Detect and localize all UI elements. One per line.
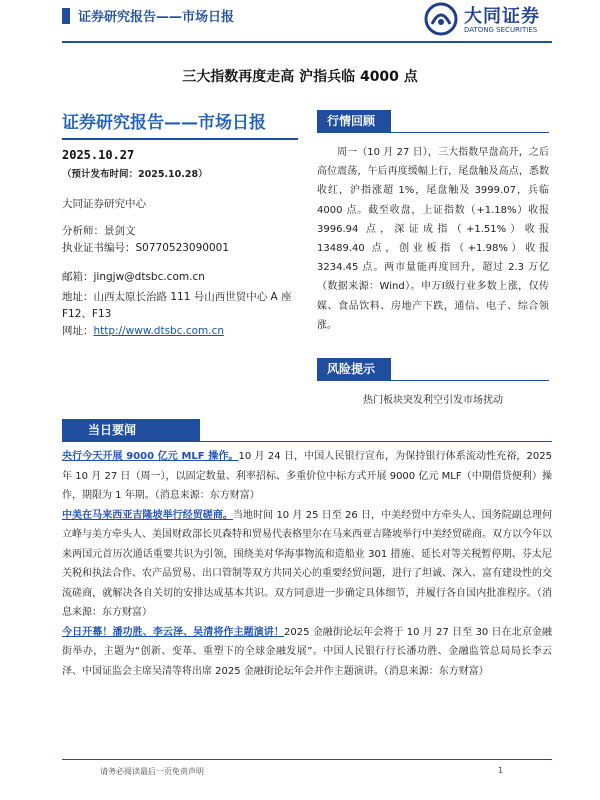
report-type-title: 证券研究报告——市场日报 xyxy=(62,113,266,133)
news-section-header xyxy=(62,419,552,442)
news-headline-link[interactable]: 中美在马来西亚吉隆坡举行经贸磋商。 xyxy=(62,509,233,521)
news-item xyxy=(62,506,552,623)
news-headline-link[interactable]: 央行今天开展 9000 亿元 MLF 操作。 xyxy=(62,451,239,462)
company-logo xyxy=(424,2,574,38)
news-list xyxy=(62,447,552,681)
license-number: 执业证书编号：S0770523090001 xyxy=(62,242,230,254)
logo-english-name: DATONG SECURITIES xyxy=(464,26,538,34)
report-headline: 三大指数再度走高 沪指兵临 4000 点 xyxy=(182,69,418,85)
website-label: 网址： xyxy=(62,325,94,337)
report-date: 2025.10.27 xyxy=(62,148,135,162)
header-divider xyxy=(62,41,552,43)
market-review-rule xyxy=(317,132,549,133)
publish-date: （预计发布时间：2025.10.28） xyxy=(62,169,208,180)
risk-panel xyxy=(317,358,549,406)
analyst-name: 分析师：景剑文 xyxy=(62,225,136,237)
report-info-panel xyxy=(62,108,298,340)
research-org: 大同证券研究中心 xyxy=(62,198,146,210)
market-review-text: 周一（10 月 27 日），三大指数早盘高开，之后高位震荡，午后再度缓幅上行，尾盘触及高点，悉数收红，沪指涨超 1%，尾盘触及 3999.07，兵临 4000 点。截至收盘，上证指数（+1.18%）收报 3996.94 点，深证成指（+1.51%）收报 13489.40 点，创业板指（+1.98%）收报 3234.45 点。两市量能再度回升，超过 2.3 万亿（数据来源：Wind）。申万Ⅰ级行业多数上涨，仅传媒、食品饮料、房地产下跌，通信、电子、综合领涨。 xyxy=(317,147,549,331)
header-section-title: 证券研究报告——市场日报 xyxy=(78,10,235,25)
footer-divider xyxy=(62,759,552,760)
website-link[interactable]: http://www.dtsbc.com.cn xyxy=(93,325,225,337)
risk-text: 热门板块突发利空引发市场扰动 xyxy=(363,395,503,406)
risk-heading: 风险提示 xyxy=(317,358,391,380)
news-heading: 当日要闻 xyxy=(62,419,200,441)
market-review-heading: 行情回顾 xyxy=(317,110,391,132)
news-body: 2025 金融街论坛年会将于 10 月 27 日至 30 日在北京金融街举办，主题为“创新、变革、重塑下的全球金融发展”。中国人民银行行长潘功胜、金融监管总局局长李云泽、中国证监会主席吴清等将出席 2025 金融街论坛年会并作主题演讲。（消息来源：东方财富） xyxy=(62,626,553,677)
header-accent-bar xyxy=(62,8,70,24)
news-rule xyxy=(62,441,552,442)
website-row xyxy=(62,323,298,340)
logo-mark-icon xyxy=(424,2,458,36)
footer-disclaimer: 请务必阅读最后一页免责声明 xyxy=(100,767,204,776)
news-headline-link[interactable]: 今日开幕！潘功胜、李云泽、吴清将作主题演讲！ xyxy=(62,626,284,638)
office-address: 地址：山西太原长治路 111 号山西世贸中心 A 座 F12、F13 xyxy=(62,291,292,320)
news-item xyxy=(62,623,552,682)
news-body: 10 月 24 日，中国人民银行宣布，为保持银行体系流动性充裕，2025 年 10 月 27 日（周一），以固定数量、利率招标、多重价位中标方式开展 9000 亿元 MLF（中期借贷便利）操作，期限为 1 年期。（消息来源：东方财富） xyxy=(62,451,552,501)
news-item xyxy=(62,447,552,506)
title-divider xyxy=(62,138,298,140)
logo-chinese-name: 大同证券 xyxy=(464,6,540,27)
news-body: 当地时间 10 月 25 日至 26 日，中美经贸中方牵头人、国务院副总理何立峰与美方牵头人、美国财政部长贝森特和贸易代表格里尔在马来西亚吉隆坡举行中美经贸磋商。双方以今年以来两国元首历次通话重要共识为引领，围绕美对华海事物流和造船业 301 措施、延长对等关税暂停期、芬太尼关税和执法合作、农产品贸易、出口管制等双方共同关心的重要经贸问题，进行了坦诚、深入、富有建设性的交流磋商，就解决各自关切的安排达成基本共识。双方同意进一步确定具体细节，并履行各自国内批准程序。（消息来源：东方财富） xyxy=(62,509,553,618)
page-number: 1 xyxy=(498,766,504,775)
market-review-panel xyxy=(317,110,549,335)
email-address: 邮箱：jingjw@dtsbc.com.cn xyxy=(62,271,205,283)
risk-rule xyxy=(317,380,549,381)
